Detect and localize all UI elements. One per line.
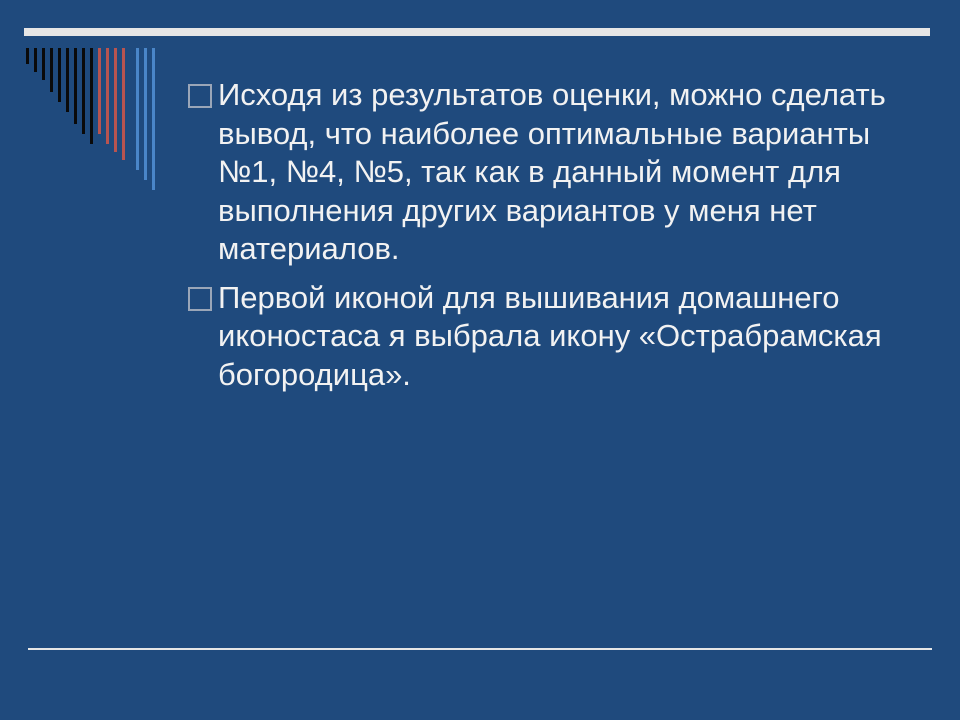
stripe [114,48,117,152]
stripe [106,48,109,144]
bullet-text: Первой иконой для вышивания домашнего иконостаса я выбрала икону «Острабрамская богородица». [218,279,882,392]
bullet-text: Исходя из результатов оценки, можно сделать вывод, что наиболее оптимальные варианты №1, №4, №5, так как в данный момент для выполнения других вариантов у меня нет материалов. [218,77,886,266]
bottom-rule [28,648,932,650]
square-bullet-icon [188,287,212,311]
stripe [152,48,155,190]
stripe [50,48,53,92]
square-bullet-icon [188,84,212,108]
stripe [122,48,125,160]
bullet-item [188,76,898,269]
stripe [66,48,69,112]
stripe [34,48,37,72]
stripe [82,48,85,134]
stripe [98,48,101,134]
stripe [144,48,147,180]
stripe [26,48,29,64]
stripe [74,48,77,124]
stripe [42,48,45,80]
stripe [136,48,139,170]
bullet-item [188,279,898,395]
decorative-stripes [0,0,170,200]
stripe [90,48,93,144]
slide-body [188,76,898,404]
stripe [58,48,61,102]
